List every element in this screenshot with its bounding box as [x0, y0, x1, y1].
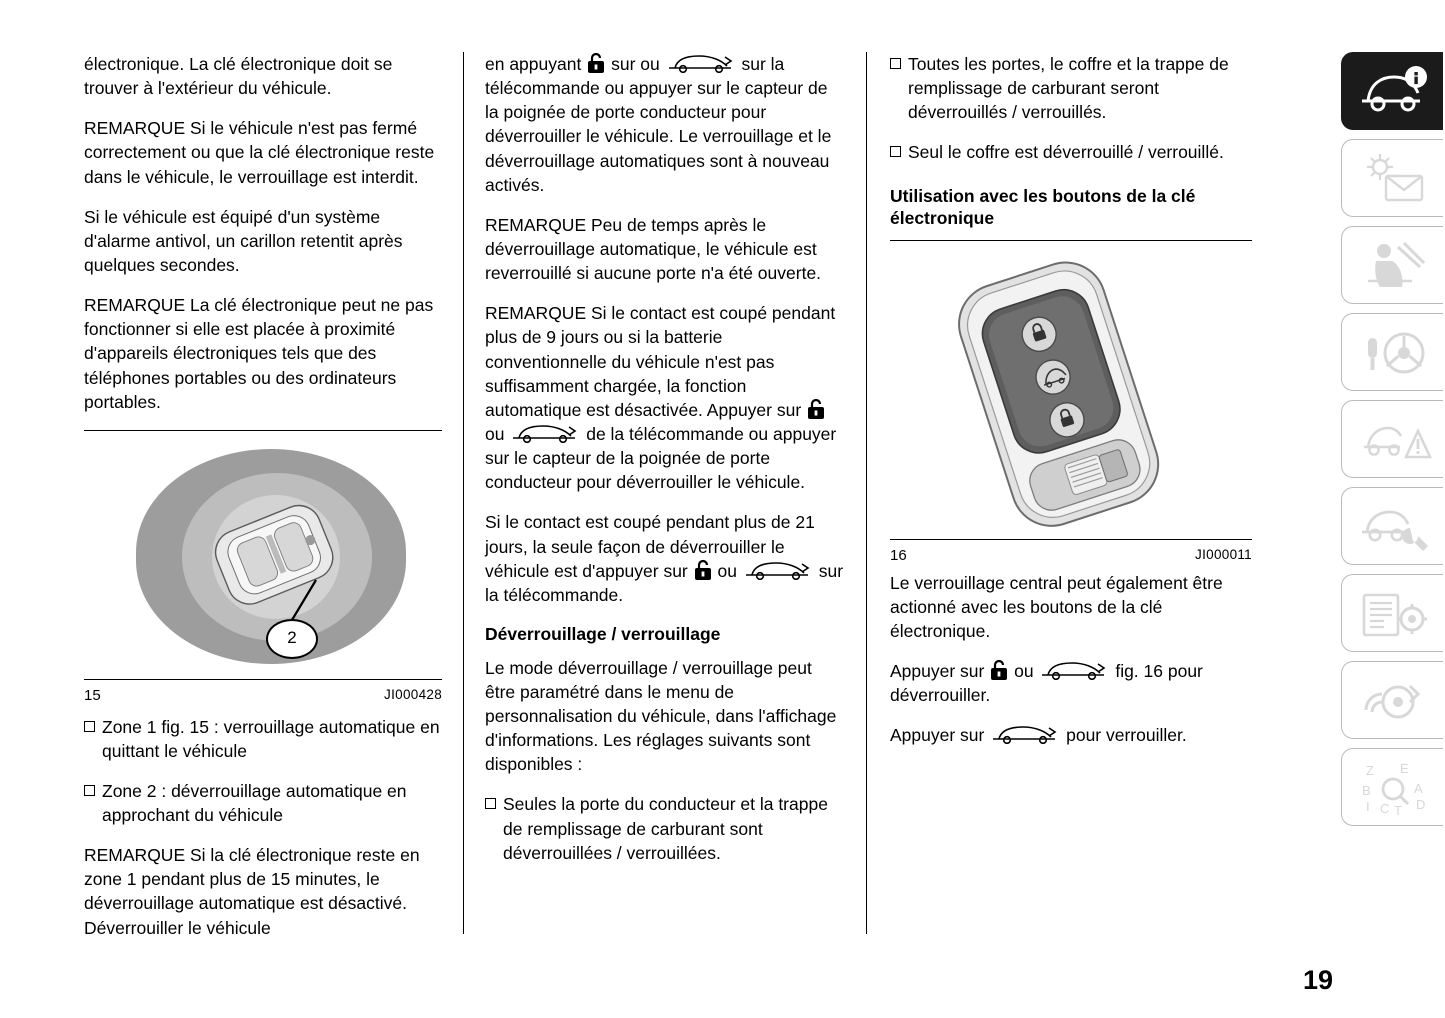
text-fragment: ou	[485, 423, 505, 444]
sidebar-item-emergency[interactable]	[1341, 400, 1443, 478]
paragraph: Si le véhicule est équipé d'un système d'alarme antivol, un carillon retentit après quelques secondes.	[84, 206, 403, 275]
column-divider-2	[866, 52, 867, 934]
square-bullet-icon	[890, 58, 901, 69]
list-item	[485, 792, 845, 864]
paragraph-with-icons	[485, 301, 845, 494]
lock-icon	[586, 52, 606, 74]
svg-text:B: B	[1362, 783, 1371, 798]
paragraph: REMARQUE Peu de temps après le déverrouillage automatique, le véhicule est reverrouillé si aucune porte n'a été ouverte.	[485, 214, 822, 284]
sidebar-item-dashboard[interactable]	[1341, 139, 1443, 217]
sidebar-item-vehicle-info[interactable]	[1341, 52, 1443, 130]
square-bullet-icon	[84, 785, 95, 796]
list-item-label: Seul le coffre est déverrouillé / verrouillé.	[908, 142, 1224, 163]
section-heading: Déverrouillage / verrouillage	[485, 623, 721, 644]
text-fragment: Appuyer sur	[890, 661, 985, 682]
seat-belt-icon	[1354, 237, 1432, 295]
text-fragment: fig. 16 pour déverrouiller.	[890, 661, 1203, 706]
figure-bottom-rule	[84, 679, 442, 680]
text-fragment: sur la télécommande.	[485, 560, 844, 605]
car-unlock-icon	[742, 560, 814, 580]
svg-text:T: T	[1394, 803, 1402, 817]
paragraph: REMARQUE Si la clé électronique reste en zone 1 pendant plus de 15 minutes, le déverrouillage automatique est désactivé. Déverrouiller le véhicule	[84, 845, 420, 938]
sidebar-item-multimedia[interactable]	[1341, 661, 1443, 739]
svg-text:C: C	[1380, 801, 1390, 816]
list-item	[890, 140, 1252, 164]
text-column-1	[84, 52, 442, 956]
sidebar-item-maintenance[interactable]	[1341, 487, 1443, 565]
figure-top-rule	[890, 240, 1252, 241]
section-tab-strip[interactable]	[1341, 52, 1445, 835]
svg-text:E: E	[1400, 761, 1409, 776]
paragraph: REMARQUE Si le véhicule n'est pas fermé correctement ou que la clé électronique reste dans le véhicule, le verrouillage est interdit.	[84, 118, 435, 187]
text-fragment: ou	[1014, 661, 1034, 682]
figure-15-image	[84, 437, 442, 677]
car-info-icon	[1354, 63, 1432, 121]
list-item-label: Zone 2 : déverrouillage automatique en approchant du véhicule	[102, 780, 407, 825]
text-fragment: de la télécommande ou appuyer sur le capteur de la poignée de porte conducteur pour déverrouiller le véhicule.	[485, 423, 837, 493]
callout-leader-lines	[84, 437, 442, 677]
figure-bottom-rule	[890, 539, 1252, 540]
sidebar-item-index[interactable]	[1341, 748, 1443, 826]
text-fragment: REMARQUE Si le contact est coupé pendant plus de 9 jours ou si la batterie conventionnelle du véhicule n'est pas suffisamment chargée, la fonction automatique est désactivée. Appuyer sur	[485, 303, 836, 420]
key-fob-illustration	[890, 247, 1252, 532]
text-column-3	[890, 52, 1252, 764]
list-item-label: Seules la porte du conducteur et la trappe de remplissage de carburant sont déverrouillées / verrouillées.	[503, 794, 828, 863]
callout-label: 2	[287, 627, 297, 647]
text-fragment: Si le contact est coupé pendant plus de 21 jours, la seule façon de déverrouiller le véhicule est d'appuyer sur	[485, 512, 815, 581]
warning-triangle-icon	[1354, 411, 1432, 469]
lock-icon	[693, 559, 713, 581]
figure-code: JI000428	[384, 686, 442, 702]
paragraph-with-icons	[890, 723, 1252, 747]
paragraph: électronique. La clé électronique doit se trouver à l'extérieur du véhicule.	[84, 54, 393, 99]
figure-16-caption	[890, 546, 1252, 567]
section-heading: Utilisation avec les boutons de la clé électronique	[890, 185, 1196, 229]
square-bullet-icon	[84, 721, 95, 732]
sidebar-item-safety[interactable]	[1341, 226, 1443, 304]
lock-icon	[806, 398, 826, 420]
text-fragment: sur ou	[611, 54, 660, 74]
lock-icon	[989, 659, 1009, 681]
page-number: 19	[1302, 965, 1333, 995]
figure-number: 15	[84, 686, 101, 704]
alphabet-search-icon	[1354, 759, 1432, 817]
svg-text:A: A	[1414, 781, 1423, 796]
list-item-label: Zone 1 fig. 15 : verrouillage automatique en quittant le véhicule	[102, 716, 440, 761]
text-column-2	[485, 52, 845, 881]
svg-text:Z: Z	[1366, 763, 1374, 778]
list-item-label: Toutes les portes, le coffre et la trappe de remplissage de carburant seront déverrouillés / verrouillés.	[908, 54, 1229, 123]
svg-text:I: I	[1366, 799, 1370, 814]
sun-envelope-icon	[1354, 150, 1432, 208]
media-icon	[1354, 672, 1432, 730]
figure-code: JI000011	[1195, 547, 1252, 563]
document-gear-icon	[1354, 585, 1432, 643]
paragraph: Le verrouillage central peut également être actionné avec les boutons de la clé électronique.	[890, 572, 1223, 642]
square-bullet-icon	[485, 798, 496, 809]
figure-15-caption	[84, 686, 442, 707]
paragraph: REMARQUE La clé électronique peut ne pas fonctionner si elle est placée à proximité d'appareils électroniques tels que des téléphones portables ou des ordinateurs portables.	[84, 295, 434, 412]
car-lock-icon	[989, 724, 1061, 744]
text-fragment: pour verrouiller.	[1066, 725, 1187, 746]
figure-number: 16	[890, 547, 907, 565]
paragraph-with-icons	[485, 510, 845, 607]
column-divider-1	[463, 52, 464, 934]
callout-zone-2	[266, 619, 318, 659]
car-unlock-icon	[665, 53, 737, 73]
paragraph-with-icons	[890, 659, 1252, 707]
text-fragment: Appuyer sur	[890, 725, 985, 746]
car-unlock-icon	[509, 423, 581, 443]
square-bullet-icon	[890, 146, 901, 157]
svg-text:D: D	[1416, 797, 1426, 812]
sidebar-item-starting-driving[interactable]	[1341, 313, 1443, 391]
figure-top-rule	[84, 430, 442, 431]
paragraph: Le mode déverrouillage / verrouillage peut être paramétré dans le menu de personnalisation du véhicule, dans l'affichage d'informations. Les réglages suivants sont disponibles :	[485, 657, 837, 775]
sidebar-item-specifications[interactable]	[1341, 574, 1443, 652]
text-fragment: sur la télécommande ou appuyer sur le capteur de la poignée de porte conducteur pour déverrouiller le véhicule. Le verrouillage et le déverrouillage automatiques sont à nouveau activés.	[485, 54, 832, 195]
list-item	[84, 715, 442, 763]
figure-15	[84, 430, 442, 707]
car-unlock-icon	[1038, 660, 1110, 680]
text-fragment: en appuyant	[485, 54, 582, 74]
list-item	[84, 779, 442, 827]
list-item	[890, 52, 1252, 124]
car-wrench-icon	[1354, 498, 1432, 556]
paragraph-with-icons	[485, 52, 845, 197]
steering-wheel-icon	[1354, 324, 1432, 382]
figure-16-image	[890, 247, 1252, 537]
text-fragment: ou	[717, 560, 737, 581]
